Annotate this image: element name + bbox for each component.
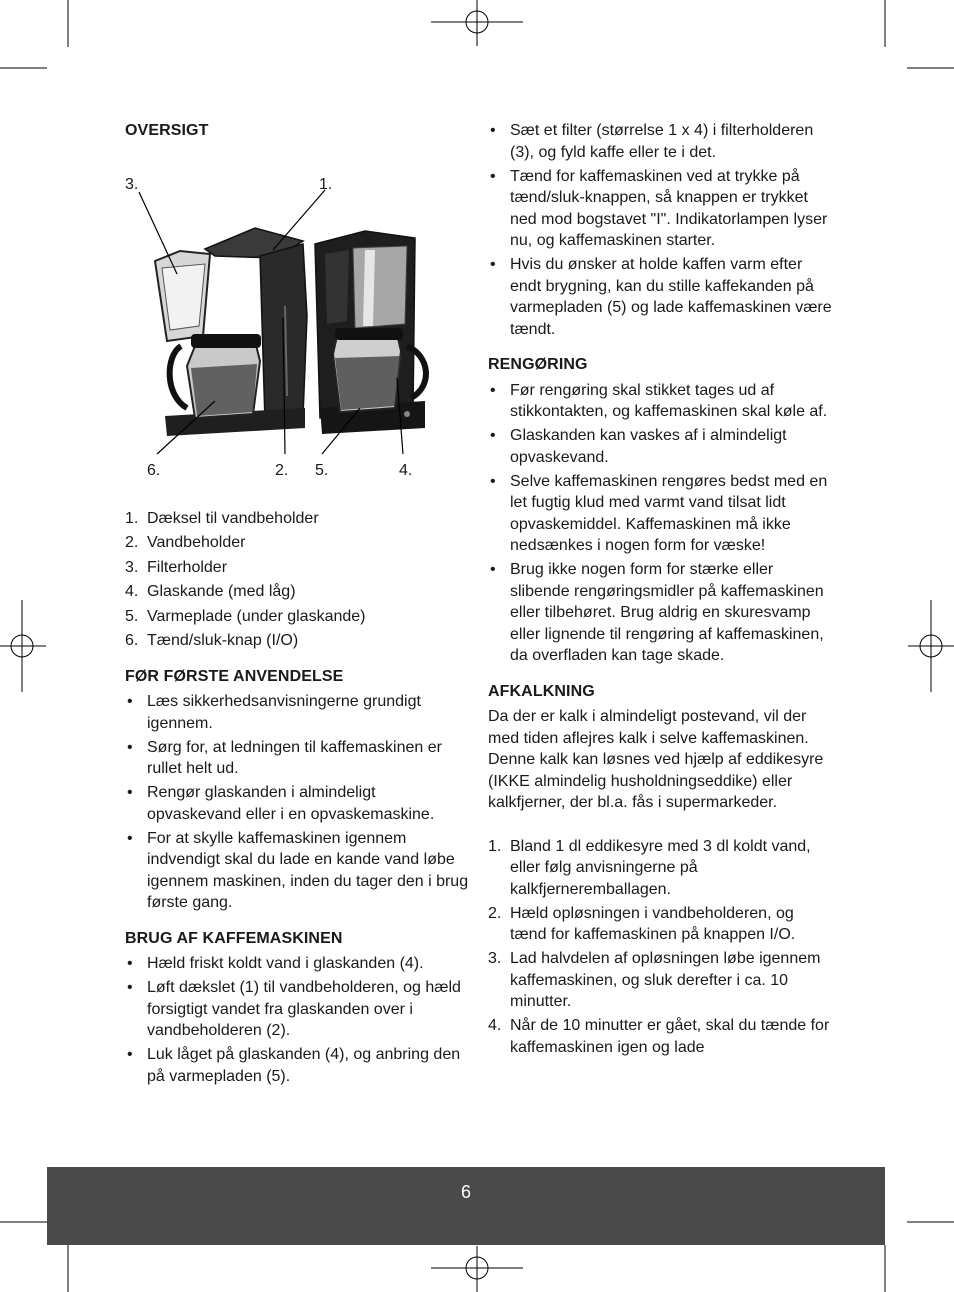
list-item: 2. Hæld opløsningen i vandbeholderen, og tænd for kaffemaskinen på knappen I/O. [488,904,796,943]
overview-heading: OVERSIGT [125,122,209,139]
descaling-steps [488,836,833,1059]
first-use-list [125,691,470,914]
list-item: • For at skylle kaffemaskinen igennem indvendigt skal du lade en kande vand løbe igennem maskinen, inden du tager den i brug første gang. [127,829,469,911]
left-column [125,120,470,1090]
list-item: 5. Varmeplade (under glaskande) [125,607,366,625]
list-item: 4. Når de 10 minutter er gået, skal du tænde for kaffemaskinen igen og lade [488,1017,830,1056]
descaling-heading: AFKALKNING [488,682,595,700]
list-item: • Løft dækslet (1) til vandbeholderen, og hæld forsigtigt vandet fra glaskanden over i vandbeholderen (2). [127,979,461,1039]
list-item: • Rengør glaskanden i almindeligt opvaskevand eller i en opvaskemaskine. [127,784,435,823]
list-item: • Hvis du ønsker at holde kaffen varm efter endt brygning, kan du stille kaffekanden på varmepladen (5) og lade kaffemaskinen være tændt. [490,256,832,338]
registration-mark-bottom [431,1246,523,1292]
list-item: 4. Glaskande (med låg) [125,583,296,600]
list-item: • Luk låget på glaskanden (4), og anbring den på varmepladen (5). [127,1046,461,1085]
list-item: 1. Dæksel til vandbeholder [125,509,319,527]
cleaning-heading: RENGØRING [488,356,588,373]
list-item: • Tænd for kaffemaskinen ved at trykke på tænd/sluk-knappen, så knappen er trykket ned mod bogstavet "I". Indikatorlampen lyser nu, og kaffemaskinen starter. [490,167,828,249]
list-item: 3. Lad halvdelen af opløsningen løbe igennem kaffemaskinen, og sluk derefter i ca. 10 minutter. [488,950,821,1010]
coffee-maker-closed-illustration [315,231,426,434]
figure-label-2: 2. [275,461,289,479]
list-item: • Læs sikkerhedsanvisningerne grundigt igennem. [127,693,421,732]
figure-label-1: 1. [319,175,333,193]
coffee-maker-figure [125,146,470,496]
cleaning-list [488,380,833,667]
registration-mark-left [0,600,46,692]
descaling-intro: Da der er kalk i almindeligt postevand, vil der med tiden aflejres kalk i selve kaffemaskinen. Denne kalk kan løsnes ved hjælp af eddikesyre (IKKE almindelig husholdningseddike) eller kalkfjerner, der bl.a. fås i supermarkeder. [488,708,824,811]
list-item: 1. Bland 1 dl eddikesyre med 3 dl koldt vand, eller følg anvisningerne på kalkfjerneremballagen. [488,837,811,898]
figure-label-6: 6. [147,461,161,479]
figure-label-3: 3. [125,175,139,193]
first-use-section [125,666,470,914]
registration-mark-top [431,0,523,46]
page-footer [47,1167,885,1245]
list-item: 2. Vandbeholder [125,534,246,551]
list-item: • Brug ikke nogen form for stærke eller slibende rengøringsmidler på kaffemaskinen eller tilbehøret. Brug aldrig en skuresvamp eller lignende til rengøring af kaffemaskinen, da overfladen kan tage skade. [490,561,824,664]
overview-parts-list [125,508,470,652]
cleaning-section [488,354,833,667]
figure-label-4: 4. [399,461,413,479]
right-column [488,120,833,1061]
list-item: 6. Tænd/sluk-knap (I/O) [125,632,299,649]
descaling-section [488,681,833,1059]
list-item: • Glaskanden kan vaskes af i almindeligt opvaskevand. [490,427,787,466]
list-item: • Sørg for, at ledningen til kaffemaskinen er rullet helt ud. [127,738,442,777]
list-item: • Selve kaffemaskinen rengøres bedst med en let fugtig klud med varmt vand tilsat lidt opvaskemiddel. Kaffemaskinen må ikke nedsænkes i nogen form for væske! [490,472,828,554]
registration-mark-right [908,600,954,692]
list-item: • Før rengøring skal stikket tages ud af stikkontakten, og kaffemaskinen skal køle af. [490,381,828,420]
first-use-heading: FØR FØRSTE ANVENDELSE [125,667,344,685]
usage-heading: BRUG AF KAFFEMASKINEN [125,929,343,947]
page-number: 6 [460,1182,471,1202]
list-item: • Hæld friskt koldt vand i glaskanden (4). [127,955,424,972]
list-item: • Sæt et filter (størrelse 1 x 4) i filterholderen (3), og fyld kaffe eller te i det. [490,122,814,161]
usage-list-part2 [488,120,833,340]
list-item: 3. Filterholder [125,558,228,576]
figure-label-5: 5. [315,461,329,479]
coffee-maker-illustration [125,146,470,491]
usage-section [125,928,470,1088]
usage-list-part1 [125,953,470,1087]
